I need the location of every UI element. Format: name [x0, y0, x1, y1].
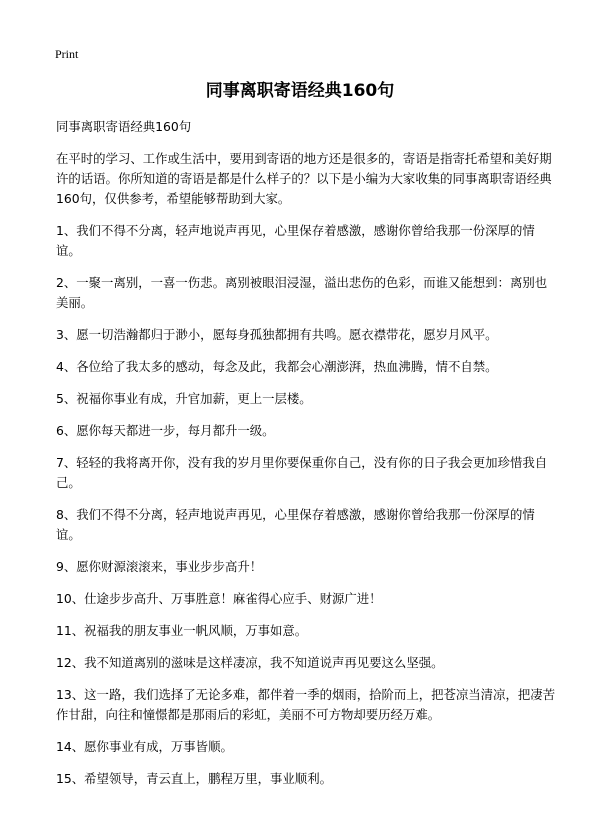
list-item: 11、祝福我的朋友事业一帆风顺，万事如意。 [56, 623, 308, 638]
list-item: 1、我们不得不分离，轻声地说声再见，心里保存着感激，感谢你曾给我那一份深厚的情谊。 [56, 223, 535, 258]
list-item: 9、愿你财源滚滚来，事业步步高升！ [56, 559, 263, 574]
list-item: 7、轻轻的我将离开你，没有我的岁月里你要保重你自己，没有你的日子我会更加珍惜我自己。 [56, 455, 548, 490]
list-item: 5、祝福你事业有成，升官加薪，更上一层楼。 [56, 391, 312, 406]
list-item: 13、这一路，我们选择了无论多难，都伴着一季的烟雨，拾阶而上，把苍凉当清凉，把凄苦作甘甜，向往和憧憬都是那雨后的彩虹，美丽不可方物却要历经万难。 [56, 687, 556, 722]
list-item: 4、各位给了我太多的感动，每念及此，我都会心潮澎湃，热血沸腾，情不自禁。 [56, 359, 498, 374]
list-item: 10、仕途步步高升、万事胜意！麻雀得心应手、财源广进！ [56, 591, 382, 606]
article-subtitle: 同事离职寄语经典160句 [56, 119, 192, 134]
list-item: 2、一聚一离别，一喜一伤悲。离别被眼泪浸湿，溢出悲伤的色彩，而谁又能想到：离别也美丽。 [56, 275, 548, 310]
intro-paragraph: 在平时的学习、工作或生活中，要用到寄语的地方还是很多的，寄语是指寄托希望和美好期许的话语。你所知道的寄语是都是什么样子的？以下是小编为大家收集的同事离职寄语经典160句，仅供参考，希望能够帮助到大家。 [56, 151, 552, 206]
list-item: 3、愿一切浩瀚都归于渺小，愿每身孤独都拥有共鸣。愿衣襟带花，愿岁月风平。 [56, 327, 498, 342]
quote-list [56, 221, 556, 789]
list-item: 14、愿你事业有成，万事皆顺。 [56, 739, 233, 754]
list-item: 15、希望领导，青云直上，鹏程万里，事业顺利。 [56, 771, 332, 786]
list-item: 12、我不知道离别的滋味是这样凄凉，我不知道说声再见要这么坚强。 [56, 655, 444, 670]
article-body [56, 117, 556, 801]
list-item: 8、我们不得不分离，轻声地说声再见，心里保存着感激，感谢你曾给我那一份深厚的情谊。 [56, 507, 535, 542]
page-title: 同事离职寄语经典160句 [205, 81, 395, 101]
print-label: Print [55, 47, 79, 61]
list-item: 6、愿你每天都进一步，每月都升一级。 [56, 423, 275, 438]
